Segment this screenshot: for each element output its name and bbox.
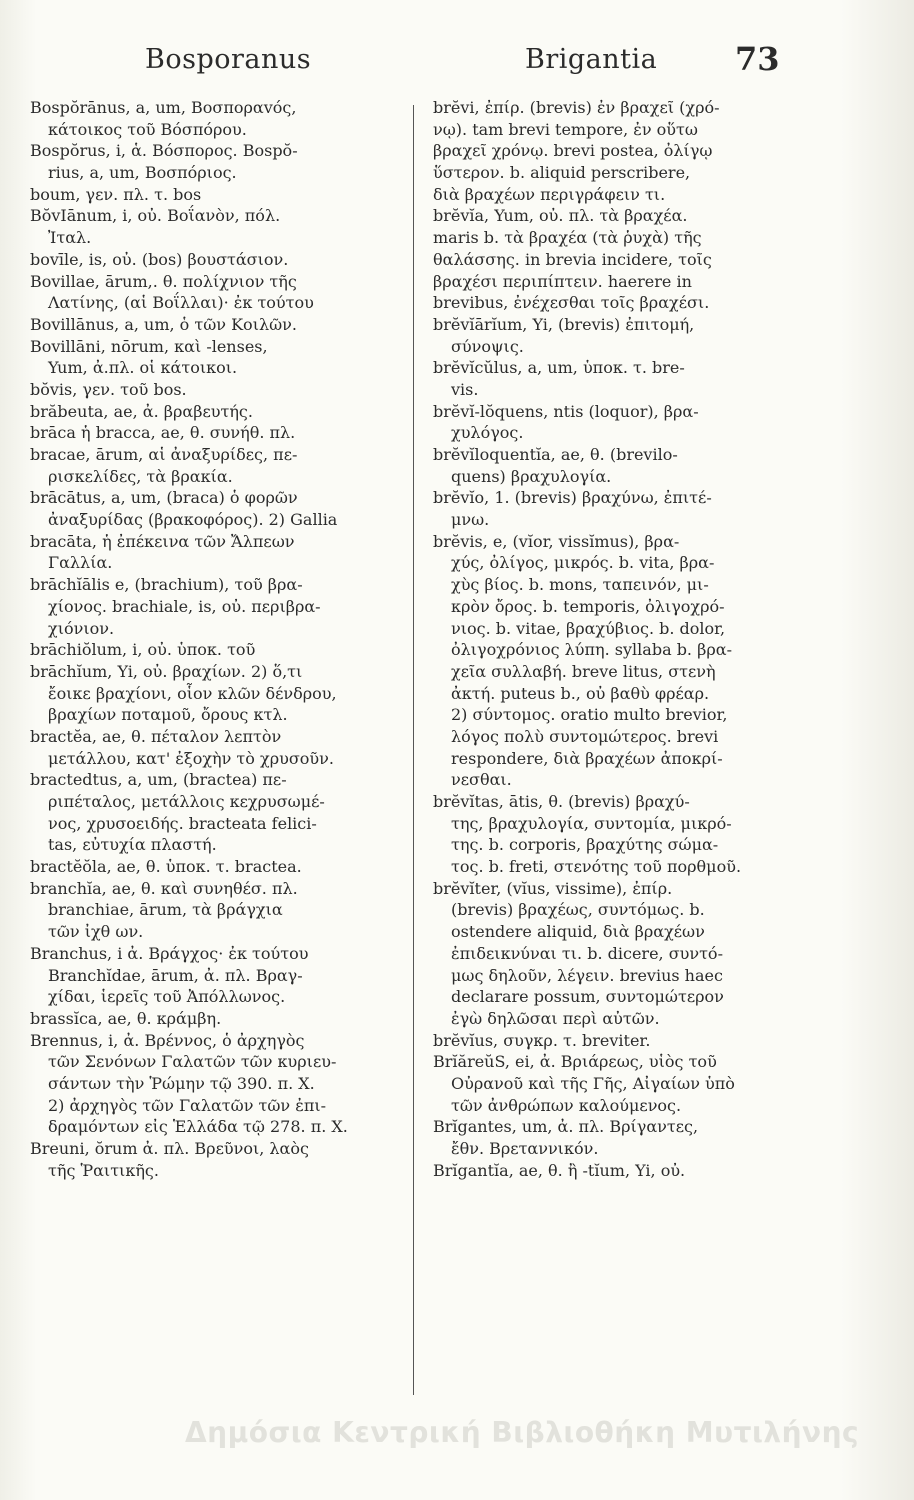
entry-continuation-line: τῆς Ῥαιτικῆς. <box>48 1160 159 1180</box>
entry-headword-line: brĕvis, e, (vĭor, vissĭmus), βρα- <box>433 531 680 551</box>
page-header <box>0 40 914 100</box>
entry-continuation-line: χύς, ὀλίγος, μικρός. b. vita, βρα- <box>451 553 715 573</box>
entry-headword-line: Brĭgantĭa, ae, θ. ἢ -tĭum, Yi, οὐ. <box>433 1160 686 1180</box>
entry-continuation-line: rius, a, um, Βοσπόριος. <box>48 163 237 183</box>
entry-continuation-line: ἀναξυρίδας (βρακοφόρος). 2) Gallia <box>48 510 338 530</box>
entry-headword-line: Breuni, ŏrum ἀ. πλ. Βρεῦνοι, λαὸς <box>30 1139 309 1158</box>
entry-continuation-line: ρισκελίδες, τὰ βρακία. <box>48 466 233 486</box>
entry-continuation-line: μετάλλου, κατ' ἐξοχὴν τὸ χρυσοῦν. <box>48 748 334 768</box>
entry-headword-line: brāchĭum, Yi, οὐ. βραχίων. 2) ὅ,τι <box>30 661 303 681</box>
entry-continuation-line: μνω. <box>451 510 490 530</box>
entry-headword-line: Bospŏrānus, a, um, Βοσποραvός, <box>30 98 297 117</box>
left-column <box>30 97 410 1181</box>
entry-headword-line: Bospŏrus, i, ἁ. Βόσπορος. Bospŏ- <box>30 141 298 161</box>
entry-continuation-line: Branchĭdae, ārum, ἀ. πλ. Βραγ- <box>48 965 303 985</box>
entry-continuation-line: κάτοικος τοῦ Βόσπόρου. <box>48 119 247 139</box>
entry-continuation-line: ριπέταλος, μετάλλοις κεχρυσωμέ- <box>48 792 325 811</box>
entry-continuation-line: της. b. corporis, βραχύτης σώμα- <box>451 835 719 855</box>
entry-continuation-line: δραμόντων εἰς Ἑλλάδα τῷ 278. π. Χ. <box>48 1117 348 1137</box>
page-number: 73 <box>735 40 780 78</box>
entry-headword-line: βραχέσι περιπίπτειν. haerere in <box>433 271 692 291</box>
left-guide-word: Bosporanus <box>145 44 312 75</box>
entry-continuation-line: 2) σύντομος. oratio multo brevior, <box>451 705 728 725</box>
entry-headword-line: brācātus, a, um, (braca) ὁ φορῶν <box>30 488 298 508</box>
entry-continuation-line: ἔοικε βραχίονι, οἷον κλῶν δένδρου, <box>48 683 337 703</box>
entry-continuation-line: ostendere aliquid, διὰ βραχέων <box>451 922 705 942</box>
entry-continuation-line: 2) ἀρχηγὸς τῶν Γαλατῶν τῶν ἐπι- <box>48 1095 327 1115</box>
entry-continuation-line: νιος. b. vitae, βραχύβιος. b. dolor, <box>451 618 726 638</box>
entry-continuation-line: χιόνιον. <box>48 618 115 638</box>
entry-headword-line: Bovillae, ārum,. θ. πολίχνιον τῆς <box>30 271 297 291</box>
entry-headword-line: Brennus, i, ἀ. Βρέννος, ὁ ἀρχηγὸς <box>30 1030 305 1050</box>
entry-continuation-line: χὺς βίος. b. mons, ταπεινόν, μι- <box>451 575 709 595</box>
entry-continuation-line: respondere, διὰ βραχέων ἀποκρί- <box>451 748 723 768</box>
entry-headword-line: βραχεῖ χρόνῳ. brevi postea, ὀλίγῳ <box>433 141 713 161</box>
entry-continuation-line: τῶν ἀνθρώπων καλούμενος. <box>451 1095 682 1115</box>
entry-headword-line: BrĭăreŭS, ei, ἀ. Βριάρεως, υἱὸς τοῦ <box>433 1052 717 1072</box>
entry-headword-line: bovīle, is, οὐ. (bos) βουστάσιον. <box>30 249 289 269</box>
column-divider <box>413 105 414 1395</box>
entry-headword-line: brĕvi, ἐπίρ. (brevis) ἐν βραχεῖ (χρό- <box>433 98 720 117</box>
entry-continuation-line: Ἰταλ. <box>48 228 92 248</box>
entry-headword-line: brāchiŏlum, i, οὐ. ὑποκ. τοῦ <box>30 640 256 660</box>
entry-continuation-line: χεῖα συλλαβή. breve litus, στενὴ <box>451 661 716 681</box>
entry-headword-line: bractedtus, a, um, (bractea) πε- <box>30 770 287 790</box>
entry-headword-line: bracāta, ἡ ἐπέκεινα τῶν Ἄλπεων <box>30 531 295 551</box>
entry-headword-line: Bovillāni, nōrum, καὶ -lenses, <box>30 336 268 356</box>
entry-continuation-line: τος. b. freti, στενότης τοῦ πορθμοῦ. <box>451 857 742 877</box>
entry-continuation-line: Γαλλία. <box>48 553 113 573</box>
entry-continuation-line: Οὐρανοῦ καὶ τῆς Γῆς, Αἰγαίων ὑπὸ <box>451 1073 735 1093</box>
entry-continuation-line: νος, χρυσοειδής. bracteata felici- <box>48 813 317 833</box>
entry-continuation-line: tas, εὐτυχία πλαστή. <box>48 835 217 855</box>
entry-continuation-line: ἀκτή. puteus b., οὐ βαθὺ φρέαρ. <box>451 683 710 703</box>
entry-headword-line: brĕvĭus, συγκρ. τ. breviter. <box>433 1030 651 1050</box>
entry-headword-line: bractĕa, ae, θ. πέταλον λεπτὸν <box>30 726 282 746</box>
entry-headword-line: ὕστερον. b. aliquid perscribere, <box>433 163 691 183</box>
entry-headword-line: brāca ἡ bracca, ae, θ. συνήθ. πλ. <box>30 423 296 443</box>
entry-headword-line: brĕvĭter, (vĭus, vissime), ἐπίρ. <box>433 878 673 898</box>
entry-headword-line: brĕvĭa, Yum, οὐ. πλ. τὰ βραχέα. <box>433 206 688 226</box>
entry-continuation-line: branchiae, ārum, τὰ βράγχια <box>48 900 283 920</box>
entry-headword-line: θαλάσσης. in brevia incidere, τοῖς <box>433 249 712 269</box>
entry-continuation-line: σάντων τὴν Ῥώμην τῷ 390. π. Χ. <box>48 1073 315 1093</box>
entry-headword-line: Branchus, i ἀ. Βράγχος· ἐκ τούτου <box>30 943 309 963</box>
entry-headword-line: BŏvIānum, i, οὐ. Βοΐανὸν, πόλ. <box>30 206 281 226</box>
entry-headword-line: brĕvĭloquentĭa, ae, θ. (brevilo- <box>433 445 678 464</box>
entry-continuation-line: κρὸν ὄρος. b. temporis, ὀλιγοχρό- <box>451 596 725 616</box>
entry-continuation-line: λόγος πολὺ συντομώτερος. brevi <box>451 726 719 746</box>
entry-continuation-line: ὀλιγοχρόνιος λύπη. syllaba b. βρα- <box>451 640 732 660</box>
entry-continuation-line: ἐπιδεικνύναι τι. b. dicere, συντό- <box>451 943 723 963</box>
entry-continuation-line: (brevis) βραχέως, συντόμως. b. <box>451 900 705 920</box>
entry-continuation-line: ἐγὼ δηλῶσαι περὶ αὐτῶν. <box>451 1008 660 1028</box>
entry-headword-line: bracae, ārum, αἱ ἀναξυρίδες, πε- <box>30 445 298 464</box>
entry-continuation-line: χίδαι, ἱερεῖς τοῦ Ἀπόλλωνος. <box>48 987 286 1007</box>
entry-headword-line: brăbeuta, ae, ἀ. βραβευτής. <box>30 401 253 421</box>
entry-continuation-line: της, βραχυλογία, συντομία, μικρό- <box>451 813 732 833</box>
entry-headword-line: maris b. τὰ βραχέα (τὰ ῥυχὰ) τῆς <box>433 228 702 248</box>
entry-continuation-line: declarare possum, συντομώτερον <box>451 987 724 1007</box>
entry-continuation-line: βραχίων ποταμοῦ, ὄρους κτλ. <box>48 705 288 725</box>
entry-headword-line: brĕvĭārĭum, Yi, (brevis) ἐπιτομή, <box>433 314 695 334</box>
entry-continuation-line: σύνοψις. <box>451 336 524 356</box>
entry-headword-line: bractĕŏla, ae, θ. ὑποκ. τ. bractea. <box>30 857 302 877</box>
right-guide-word: Brigantia <box>525 44 658 75</box>
entry-headword-line: Brĭgantes, um, ἀ. πλ. Βρίγαντες, <box>433 1117 699 1137</box>
entry-headword-line: bŏvis, γεν. τοῦ bos. <box>30 379 187 399</box>
right-column <box>433 97 811 1181</box>
entry-headword-line: brĕvĭtas, ātis, θ. (brevis) βραχύ- <box>433 792 690 811</box>
entry-headword-line: boum, γεν. πλ. τ. bos <box>30 184 202 204</box>
entry-headword-line: brĕvĭ-lŏquens, ntis (loquor), βρα- <box>433 401 699 421</box>
entry-continuation-line: χυλόγος. <box>451 423 524 443</box>
entry-headword-line: brĕvĭo, 1. (brevis) βραχύνω, ἐπιτέ- <box>433 488 712 508</box>
entry-headword-line: brĕvĭcŭlus, a, um, ὑποκ. τ. bre- <box>433 358 685 378</box>
entry-continuation-line: χίονος. brachiale, is, οὐ. περιβρα- <box>48 596 321 616</box>
entry-headword-line: brevibus, ἐνέχεσθαι τοῖς βραχέσι. <box>433 293 710 313</box>
entry-continuation-line: Yum, ἀ.πλ. οἱ κάτοικοι. <box>48 358 238 378</box>
entry-continuation-line: quens) βραχυλογία. <box>451 466 612 486</box>
entry-continuation-line: τῶν Σενόνων Γαλατῶν τῶν κυριευ- <box>48 1052 337 1072</box>
entry-continuation-line: νεσθαι. <box>451 770 512 790</box>
entry-continuation-line: Λατίνης, (αἱ Βοΐλλαι)· ἐκ τούτου <box>48 293 314 313</box>
entry-continuation-line: τῶν ἰχθ ων. <box>48 922 144 942</box>
entry-headword-line: νῳ). tam brevi tempore, ἐν οὕτω <box>433 119 698 139</box>
entry-continuation-line: μως δηλοῦν, λέγειν. brevius haec <box>451 965 723 985</box>
entry-continuation-line: ἔθν. Βρεταννικόν. <box>451 1139 599 1158</box>
entry-headword-line: brassĭca, ae, θ. κράμβη. <box>30 1008 222 1028</box>
entry-headword-line: Bovillānus, a, um, ὁ τῶν Κοιλῶν. <box>30 314 297 334</box>
entry-continuation-line: vis. <box>451 379 479 399</box>
library-watermark: Δημόσια Κεντρική Βιβλιοθήκη Μυτιλήνης <box>185 1416 860 1449</box>
entry-headword-line: διὰ βραχέων περιγράφειν τι. <box>433 184 666 204</box>
entry-headword-line: brāchĭālis e, (brachium), τοῦ βρα- <box>30 575 303 595</box>
entry-headword-line: branchĭa, ae, θ. καὶ συνηθέσ. πλ. <box>30 878 298 898</box>
